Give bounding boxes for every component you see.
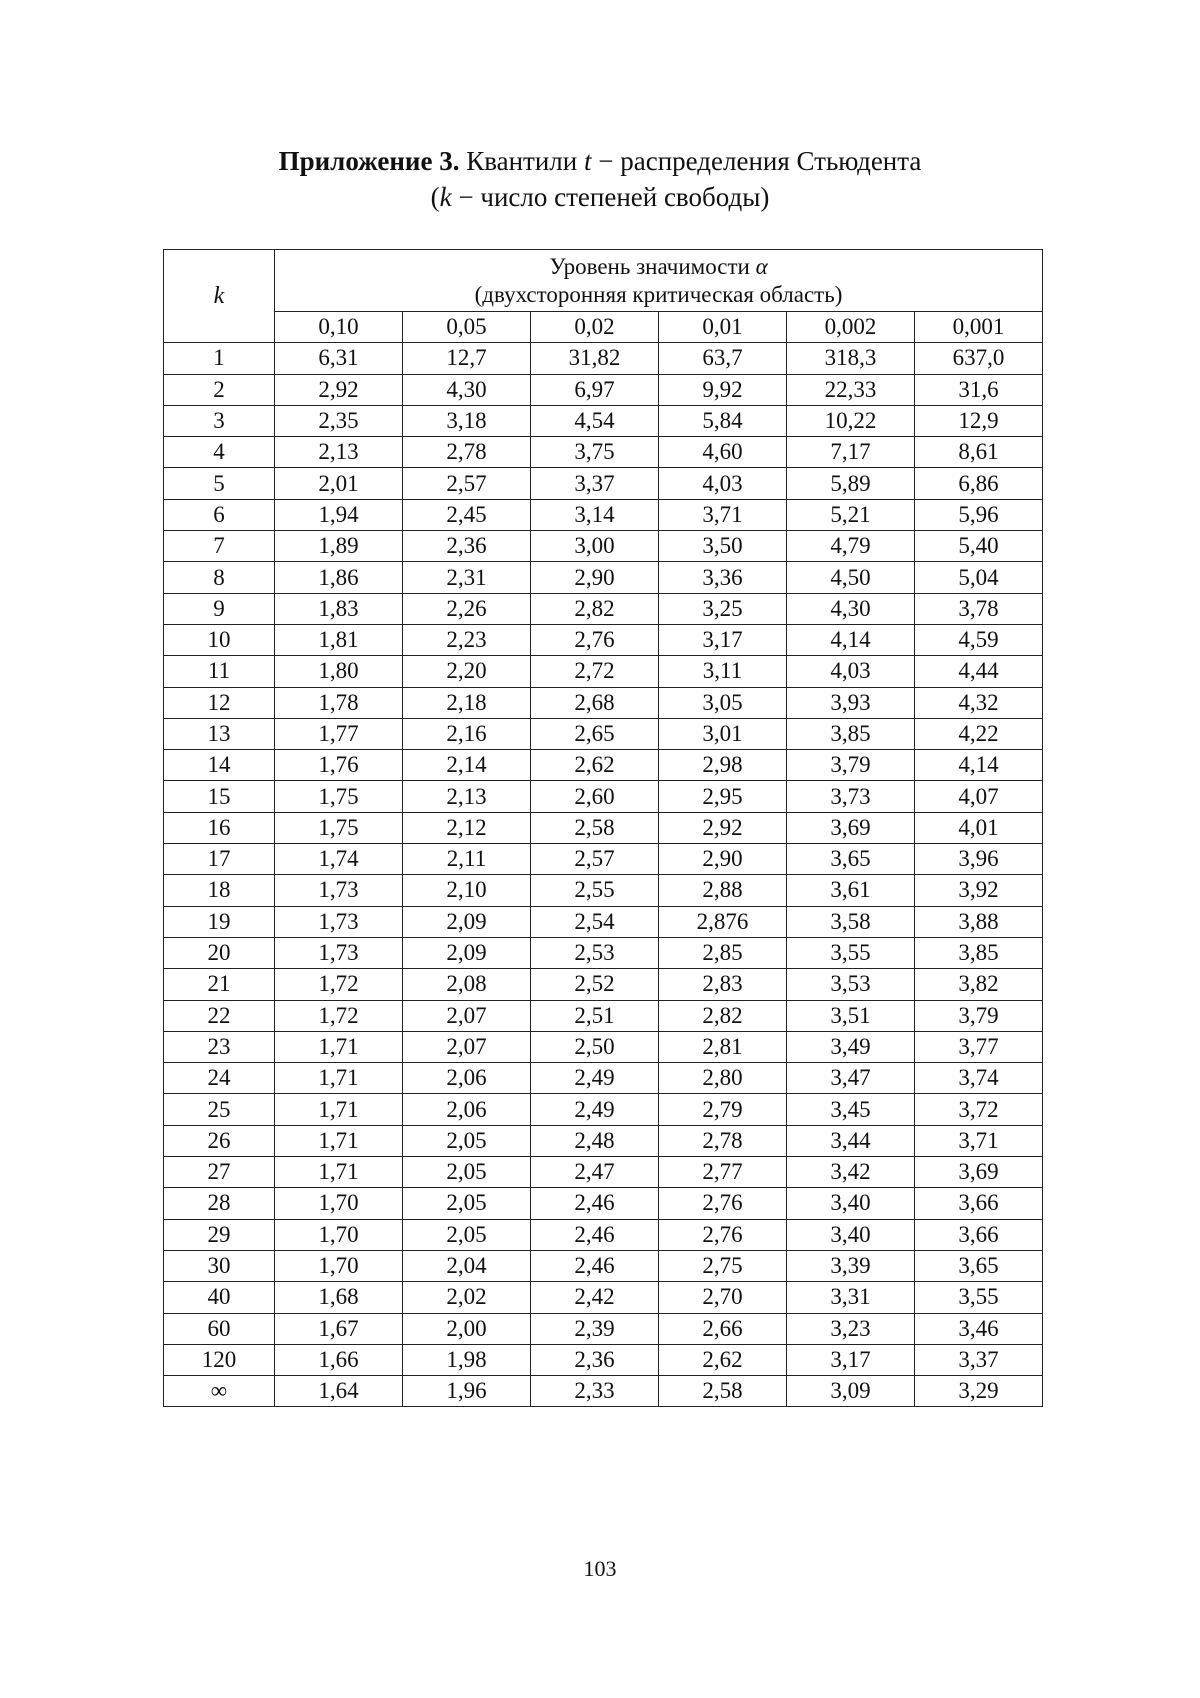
- quantile-cell: 2,95: [659, 781, 787, 812]
- quantile-cell: 3,37: [915, 1344, 1043, 1375]
- k-cell: 27: [164, 1157, 275, 1188]
- quantile-cell: 318,3: [787, 343, 915, 374]
- critical-region-label: (двухсторонняя критическая область): [474, 281, 843, 307]
- quantile-cell: 2,57: [403, 468, 531, 499]
- quantile-cell: 5,96: [915, 499, 1043, 530]
- k-cell: 11: [164, 656, 275, 687]
- quantile-cell: 3,55: [915, 1282, 1043, 1313]
- quantile-cell: 2,12: [403, 812, 531, 843]
- quantile-cell: 2,77: [659, 1157, 787, 1188]
- k-cell: 40: [164, 1282, 275, 1313]
- quantile-cell: 4,14: [787, 624, 915, 655]
- quantile-cell: 31,6: [915, 374, 1043, 405]
- quantile-cell: 1,86: [275, 562, 403, 593]
- table-row: [164, 781, 1043, 812]
- quantile-cell: 2,58: [531, 812, 659, 843]
- table-row: [164, 1157, 1043, 1188]
- table-row: [164, 468, 1043, 499]
- table-row: [164, 624, 1043, 655]
- quantile-cell: 4,50: [787, 562, 915, 593]
- quantile-cell: 7,17: [787, 437, 915, 468]
- quantile-cell: 2,08: [403, 969, 531, 1000]
- quantile-cell: 3,45: [787, 1094, 915, 1125]
- quantile-cell: 2,13: [403, 781, 531, 812]
- k-cell: 23: [164, 1031, 275, 1062]
- k-cell: 60: [164, 1313, 275, 1344]
- quantile-cell: 3,01: [659, 718, 787, 749]
- k-cell: 14: [164, 750, 275, 781]
- quantile-cell: 2,13: [275, 437, 403, 468]
- table-row: [164, 687, 1043, 718]
- quantile-cell: 12,9: [915, 405, 1043, 436]
- quantile-cell: 2,26: [403, 593, 531, 624]
- quantile-cell: 2,06: [403, 1094, 531, 1125]
- k-cell: 29: [164, 1219, 275, 1250]
- quantile-cell: 1,98: [403, 1344, 531, 1375]
- quantile-cell: 2,60: [531, 781, 659, 812]
- table-row: [164, 374, 1043, 405]
- quantile-cell: 1,68: [275, 1282, 403, 1313]
- k-cell: ∞: [164, 1376, 275, 1407]
- quantile-cell: 2,65: [531, 718, 659, 749]
- quantile-cell: 1,72: [275, 969, 403, 1000]
- quantile-cell: 1,72: [275, 1000, 403, 1031]
- quantile-cell: 1,70: [275, 1219, 403, 1250]
- quantile-cell: 2,57: [531, 844, 659, 875]
- quantile-cell: 2,88: [659, 875, 787, 906]
- quantile-cell: 2,20: [403, 656, 531, 687]
- k-cell: 13: [164, 718, 275, 749]
- k-cell: 9: [164, 593, 275, 624]
- table-header: [164, 250, 1043, 343]
- quantile-cell: 1,73: [275, 875, 403, 906]
- quantile-cell: 3,40: [787, 1219, 915, 1250]
- quantile-cell: 2,05: [403, 1125, 531, 1156]
- quantile-cell: 3,66: [915, 1188, 1043, 1219]
- quantile-cell: 1,73: [275, 906, 403, 937]
- quantile-cell: 1,71: [275, 1157, 403, 1188]
- table-row: [164, 1282, 1043, 1313]
- table-row: [164, 343, 1043, 374]
- quantile-cell: 4,01: [915, 812, 1043, 843]
- k-cell: 24: [164, 1063, 275, 1094]
- table-row: [164, 437, 1043, 468]
- quantile-cell: 2,92: [275, 374, 403, 405]
- quantile-cell: 1,66: [275, 1344, 403, 1375]
- title-line-1: [0, 143, 1200, 179]
- alpha-level-cell: 0,001: [915, 312, 1043, 343]
- quantile-cell: 5,89: [787, 468, 915, 499]
- quantile-cell: 2,53: [531, 937, 659, 968]
- quantile-cell: 9,92: [659, 374, 787, 405]
- quantile-cell: 2,14: [403, 750, 531, 781]
- title-var-t: t: [583, 146, 592, 176]
- quantile-cell: 3,00: [531, 531, 659, 562]
- quantile-cell: 5,84: [659, 405, 787, 436]
- quantile-cell: 22,33: [787, 374, 915, 405]
- quantile-cell: 2,90: [659, 844, 787, 875]
- quantile-cell: 2,92: [659, 812, 787, 843]
- quantile-cell: 2,00: [403, 1313, 531, 1344]
- quantile-cell: 3,36: [659, 562, 787, 593]
- quantile-cell: 2,46: [531, 1250, 659, 1281]
- title-text-before-var: Квантили: [466, 146, 578, 176]
- quantile-cell: 2,04: [403, 1250, 531, 1281]
- quantile-cell: 3,69: [787, 812, 915, 843]
- table-body: [164, 343, 1043, 1407]
- quantile-cell: 3,79: [915, 1000, 1043, 1031]
- t-quantile-table: [163, 249, 1043, 1407]
- alpha-level-cell: 0,002: [787, 312, 915, 343]
- k-cell: 19: [164, 906, 275, 937]
- quantile-cell: 3,82: [915, 969, 1043, 1000]
- quantile-cell: 2,16: [403, 718, 531, 749]
- quantile-cell: 1,80: [275, 656, 403, 687]
- page-title: [0, 143, 1200, 215]
- quantile-cell: 3,79: [787, 750, 915, 781]
- quantile-cell: 2,55: [531, 875, 659, 906]
- quantile-cell: 3,05: [659, 687, 787, 718]
- quantile-cell: 2,62: [659, 1344, 787, 1375]
- quantile-cell: 1,76: [275, 750, 403, 781]
- quantile-cell: 3,88: [915, 906, 1043, 937]
- k-cell: 120: [164, 1344, 275, 1375]
- quantile-cell: 2,76: [659, 1219, 787, 1250]
- quantile-cell: 3,47: [787, 1063, 915, 1094]
- quantile-cell: 3,39: [787, 1250, 915, 1281]
- quantile-cell: 2,49: [531, 1063, 659, 1094]
- table-row: [164, 1063, 1043, 1094]
- table-row: [164, 1344, 1043, 1375]
- quantile-cell: 1,83: [275, 593, 403, 624]
- k-cell: 22: [164, 1000, 275, 1031]
- quantile-cell: 2,76: [531, 624, 659, 655]
- quantile-cell: 2,48: [531, 1125, 659, 1156]
- quantile-cell: 3,69: [915, 1157, 1043, 1188]
- quantile-cell: 3,53: [787, 969, 915, 1000]
- quantile-cell: 2,46: [531, 1188, 659, 1219]
- title-label: Приложение 3.: [278, 146, 460, 176]
- quantile-cell: 2,54: [531, 906, 659, 937]
- quantile-cell: 1,71: [275, 1094, 403, 1125]
- quantile-cell: 2,07: [403, 1031, 531, 1062]
- k-cell: 16: [164, 812, 275, 843]
- table-row: [164, 937, 1043, 968]
- quantile-cell: 3,72: [915, 1094, 1043, 1125]
- quantile-cell: 2,36: [403, 531, 531, 562]
- quantile-cell: 3,71: [915, 1125, 1043, 1156]
- table-row: [164, 1250, 1043, 1281]
- table-row: [164, 812, 1043, 843]
- quantile-cell: 3,66: [915, 1219, 1043, 1250]
- quantile-cell: 4,30: [787, 593, 915, 624]
- quantile-cell: 2,78: [659, 1125, 787, 1156]
- table-row: [164, 844, 1043, 875]
- quantile-cell: 3,37: [531, 468, 659, 499]
- quantile-cell: 1,74: [275, 844, 403, 875]
- quantile-cell: 3,65: [787, 844, 915, 875]
- quantile-cell: 2,80: [659, 1063, 787, 1094]
- quantile-cell: 2,07: [403, 1000, 531, 1031]
- quantile-cell: 4,54: [531, 405, 659, 436]
- quantile-cell: 4,32: [915, 687, 1043, 718]
- quantile-cell: 4,60: [659, 437, 787, 468]
- k-cell: 10: [164, 624, 275, 655]
- title-paren-open: (: [430, 182, 440, 212]
- k-cell: 8: [164, 562, 275, 593]
- quantile-cell: 2,35: [275, 405, 403, 436]
- quantile-cell: 4,44: [915, 656, 1043, 687]
- quantile-cell: 2,11: [403, 844, 531, 875]
- quantile-cell: 2,09: [403, 937, 531, 968]
- quantile-cell: 3,61: [787, 875, 915, 906]
- quantile-cell: 3,92: [915, 875, 1043, 906]
- quantile-cell: 2,05: [403, 1188, 531, 1219]
- quantile-cell: 1,78: [275, 687, 403, 718]
- quantile-cell: 2,83: [659, 969, 787, 1000]
- table-row: [164, 562, 1043, 593]
- quantile-cell: 2,01: [275, 468, 403, 499]
- quantile-cell: 12,7: [403, 343, 531, 374]
- k-cell: 18: [164, 875, 275, 906]
- quantile-cell: 1,89: [275, 531, 403, 562]
- significance-level-header: [275, 250, 1043, 312]
- quantile-cell: 4,79: [787, 531, 915, 562]
- quantile-cell: 2,76: [659, 1188, 787, 1219]
- quantile-cell: 1,75: [275, 781, 403, 812]
- quantile-cell: 3,55: [787, 937, 915, 968]
- quantile-cell: 2,36: [531, 1344, 659, 1375]
- k-cell: 26: [164, 1125, 275, 1156]
- quantile-cell: 3,96: [915, 844, 1043, 875]
- quantile-cell: 3,74: [915, 1063, 1043, 1094]
- quantile-cell: 2,45: [403, 499, 531, 530]
- quantile-cell: 1,77: [275, 718, 403, 749]
- quantile-cell: 6,31: [275, 343, 403, 374]
- quantile-cell: 2,47: [531, 1157, 659, 1188]
- quantile-cell: 1,67: [275, 1313, 403, 1344]
- quantile-cell: 1,96: [403, 1376, 531, 1407]
- quantile-cell: 4,07: [915, 781, 1043, 812]
- quantile-cell: 4,30: [403, 374, 531, 405]
- quantile-cell: 2,75: [659, 1250, 787, 1281]
- table-row: [164, 1313, 1043, 1344]
- k-cell: 4: [164, 437, 275, 468]
- quantile-cell: 1,70: [275, 1250, 403, 1281]
- quantile-cell: 1,81: [275, 624, 403, 655]
- quantile-cell: 1,71: [275, 1031, 403, 1062]
- quantile-cell: 637,0: [915, 343, 1043, 374]
- table-row: [164, 593, 1043, 624]
- quantile-cell: 3,78: [915, 593, 1043, 624]
- k-cell: 1: [164, 343, 275, 374]
- title-var-k: k: [439, 182, 452, 212]
- quantile-cell: 2,31: [403, 562, 531, 593]
- quantile-cell: 6,97: [531, 374, 659, 405]
- table-row: [164, 405, 1043, 436]
- quantile-cell: 2,09: [403, 906, 531, 937]
- quantile-cell: 2,49: [531, 1094, 659, 1125]
- quantile-cell: 2,05: [403, 1157, 531, 1188]
- quantile-cell: 3,46: [915, 1313, 1043, 1344]
- k-cell: 2: [164, 374, 275, 405]
- quantile-cell: 3,85: [787, 718, 915, 749]
- quantile-cell: 1,75: [275, 812, 403, 843]
- quantile-cell: 63,7: [659, 343, 787, 374]
- quantile-cell: 5,04: [915, 562, 1043, 593]
- k-cell: 21: [164, 969, 275, 1000]
- quantile-cell: 3,93: [787, 687, 915, 718]
- k-cell: 6: [164, 499, 275, 530]
- quantile-cell: 3,44: [787, 1125, 915, 1156]
- alpha-level-cell: 0,02: [531, 312, 659, 343]
- quantile-cell: 2,66: [659, 1313, 787, 1344]
- quantile-cell: 3,29: [915, 1376, 1043, 1407]
- quantile-cell: 3,42: [787, 1157, 915, 1188]
- header-row-alpha-values: [164, 312, 1043, 343]
- quantile-cell: 31,82: [531, 343, 659, 374]
- quantile-cell: 2,02: [403, 1282, 531, 1313]
- table-row: [164, 969, 1043, 1000]
- quantile-cell: 4,22: [915, 718, 1043, 749]
- quantile-cell: 3,17: [787, 1344, 915, 1375]
- k-cell: 17: [164, 844, 275, 875]
- quantile-cell: 2,23: [403, 624, 531, 655]
- quantile-cell: 3,51: [787, 1000, 915, 1031]
- quantile-cell: 3,18: [403, 405, 531, 436]
- table-row: [164, 1031, 1043, 1062]
- quantile-cell: 2,58: [659, 1376, 787, 1407]
- quantile-cell: 2,85: [659, 937, 787, 968]
- quantile-cell: 3,31: [787, 1282, 915, 1313]
- table-row: [164, 906, 1043, 937]
- quantile-cell: 5,21: [787, 499, 915, 530]
- k-cell: 30: [164, 1250, 275, 1281]
- quantile-cell: 3,85: [915, 937, 1043, 968]
- quantile-cell: 4,59: [915, 624, 1043, 655]
- quantile-cell: 1,64: [275, 1376, 403, 1407]
- quantile-cell: 4,03: [659, 468, 787, 499]
- k-cell: 3: [164, 405, 275, 436]
- table-row: [164, 1125, 1043, 1156]
- k-cell: 15: [164, 781, 275, 812]
- quantile-cell: 3,14: [531, 499, 659, 530]
- table-row: [164, 656, 1043, 687]
- quantile-cell: 3,58: [787, 906, 915, 937]
- quantile-cell: 3,50: [659, 531, 787, 562]
- quantile-cell: 3,23: [787, 1313, 915, 1344]
- quantile-cell: 2,18: [403, 687, 531, 718]
- quantile-cell: 1,70: [275, 1188, 403, 1219]
- quantile-cell: 2,50: [531, 1031, 659, 1062]
- quantile-cell: 4,14: [915, 750, 1043, 781]
- quantile-cell: 2,72: [531, 656, 659, 687]
- k-cell: 7: [164, 531, 275, 562]
- quantile-cell: 2,98: [659, 750, 787, 781]
- k-cell: 25: [164, 1094, 275, 1125]
- title-text-after-var: − распределения Стьюдента: [598, 146, 922, 176]
- quantile-cell: 2,82: [531, 593, 659, 624]
- quantile-cell: 4,03: [787, 656, 915, 687]
- quantile-cell: 3,09: [787, 1376, 915, 1407]
- quantile-cell: 2,39: [531, 1313, 659, 1344]
- quantile-cell: 2,81: [659, 1031, 787, 1062]
- quantile-cell: 2,52: [531, 969, 659, 1000]
- table-row: [164, 1376, 1043, 1407]
- quantile-cell: 3,11: [659, 656, 787, 687]
- quantile-cell: 2,82: [659, 1000, 787, 1031]
- table-row: [164, 531, 1043, 562]
- header-row-level: [164, 250, 1043, 312]
- quantile-cell: 3,25: [659, 593, 787, 624]
- title-text-line2: − число степеней свободы): [458, 182, 770, 212]
- k-cell: 5: [164, 468, 275, 499]
- quantile-cell: 6,86: [915, 468, 1043, 499]
- table-row: [164, 1219, 1043, 1250]
- quantile-cell: 2,33: [531, 1376, 659, 1407]
- quantile-cell: 2,10: [403, 875, 531, 906]
- quantile-cell: 3,71: [659, 499, 787, 530]
- quantile-cell: 8,61: [915, 437, 1043, 468]
- table-row: [164, 1188, 1043, 1219]
- quantile-cell: 2,68: [531, 687, 659, 718]
- k-cell: 20: [164, 937, 275, 968]
- k-cell: 12: [164, 687, 275, 718]
- alpha-level-cell: 0,05: [403, 312, 531, 343]
- alpha-level-cell: 0,01: [659, 312, 787, 343]
- quantile-cell: 3,77: [915, 1031, 1043, 1062]
- quantile-cell: 3,73: [787, 781, 915, 812]
- alpha-symbol: α: [755, 253, 768, 279]
- quantile-cell: 1,73: [275, 937, 403, 968]
- quantile-cell: 2,78: [403, 437, 531, 468]
- quantile-cell: 2,62: [531, 750, 659, 781]
- k-column-header: k: [164, 250, 275, 343]
- quantile-cell: 2,51: [531, 1000, 659, 1031]
- quantile-cell: 2,06: [403, 1063, 531, 1094]
- quantile-cell: 1,94: [275, 499, 403, 530]
- quantile-cell: 3,65: [915, 1250, 1043, 1281]
- quantile-cell: 3,49: [787, 1031, 915, 1062]
- quantile-cell: 2,46: [531, 1219, 659, 1250]
- quantile-cell: 2,42: [531, 1282, 659, 1313]
- quantile-cell: 3,75: [531, 437, 659, 468]
- table-row: [164, 718, 1043, 749]
- table-row: [164, 1094, 1043, 1125]
- quantile-cell: 2,05: [403, 1219, 531, 1250]
- quantile-cell: 2,79: [659, 1094, 787, 1125]
- alpha-level-cell: 0,10: [275, 312, 403, 343]
- title-line-2: [0, 179, 1200, 215]
- quantile-cell: 1,71: [275, 1125, 403, 1156]
- quantile-cell: 2,90: [531, 562, 659, 593]
- table-row: [164, 875, 1043, 906]
- table-row: [164, 750, 1043, 781]
- k-cell: 28: [164, 1188, 275, 1219]
- page-number: 103: [583, 1556, 617, 1581]
- quantile-cell: 3,40: [787, 1188, 915, 1219]
- significance-level-label: Уровень значимости: [549, 253, 750, 279]
- quantile-cell: 5,40: [915, 531, 1043, 562]
- table-row: [164, 499, 1043, 530]
- table-row: [164, 1000, 1043, 1031]
- quantile-cell: 2,876: [659, 906, 787, 937]
- quantile-cell: 3,17: [659, 624, 787, 655]
- quantile-cell: 10,22: [787, 405, 915, 436]
- quantile-cell: 2,70: [659, 1282, 787, 1313]
- quantile-cell: 1,71: [275, 1063, 403, 1094]
